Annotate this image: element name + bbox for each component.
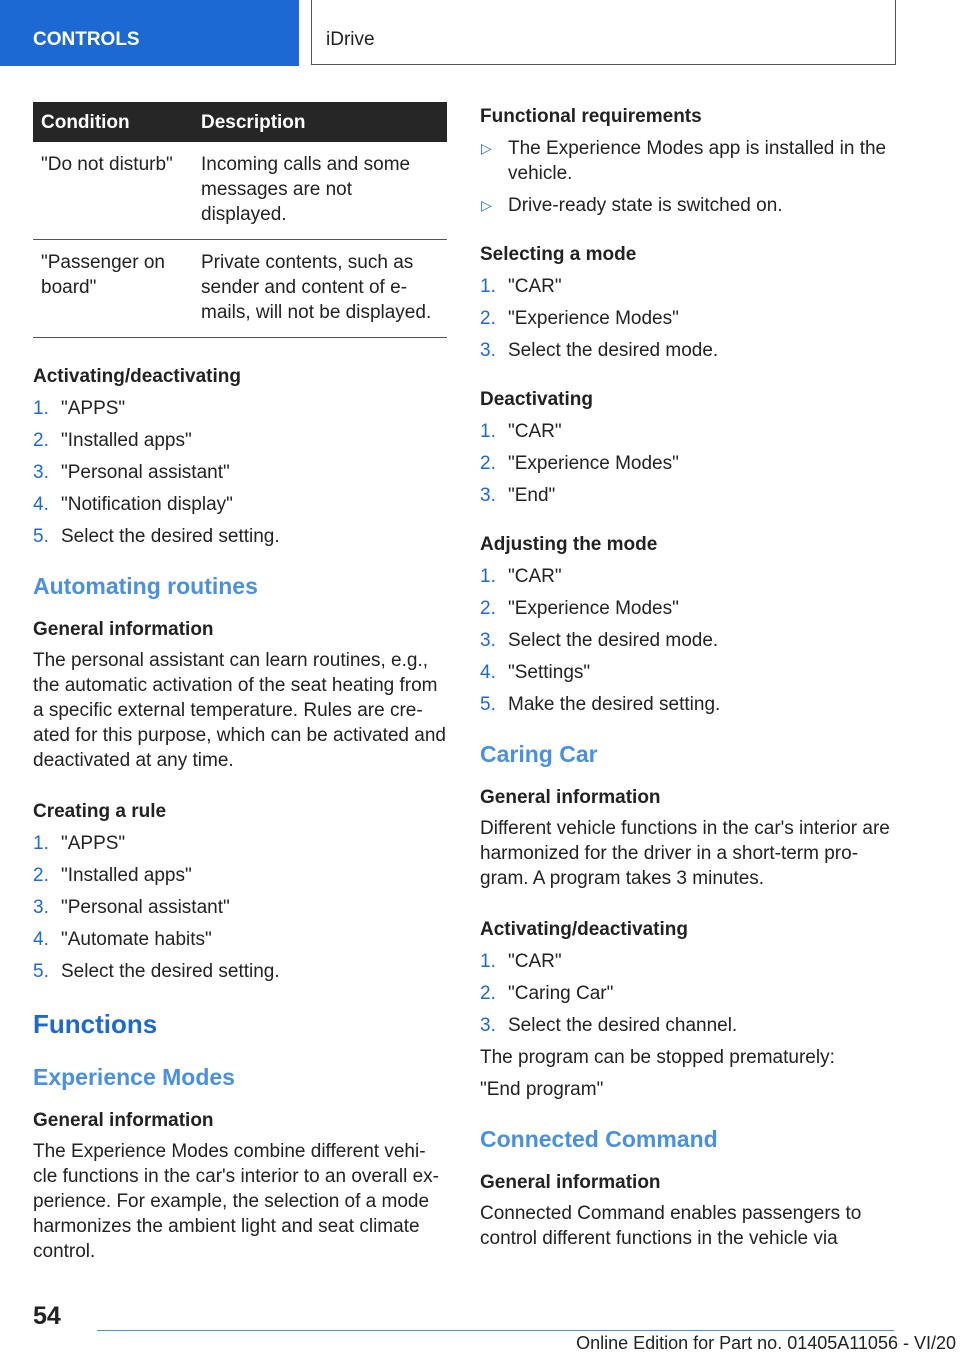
list-item: 4. "Settings" (480, 662, 591, 683)
creating-rule-steps (33, 831, 447, 984)
connected-general-text: Connected Command enables passengers to control different functions in the vehicle via (480, 1203, 862, 1249)
list-item: 2. "Experience Modes" (480, 308, 679, 329)
creating-rule-heading: Creating a rule (33, 801, 167, 822)
list-item: 2. "Experience Modes" (480, 598, 679, 619)
conditions-table (33, 102, 447, 338)
routines-general-text: The personal assistant can learn routines, e.g., the automatic activation of the seat heating from a specific external temperature. Rules are cre-ated for this purpose, which can be activated and deactivated at any time. (33, 650, 446, 771)
list-item: 4. "Notification display" (33, 494, 233, 515)
section-tab: CONTROLS (0, 0, 299, 66)
list-item: 3. "End" (480, 485, 556, 506)
requirements-heading: Functional requirements (480, 106, 702, 127)
deactivating-heading: Deactivating (480, 389, 593, 410)
footer-edition: Online Edition for Part no. 01405A11056 - VI/20 (576, 1333, 956, 1353)
adjusting-mode-heading: Adjusting the mode (480, 534, 658, 555)
table-row (33, 240, 447, 338)
list-item: ▷ Drive-ready state is switched on. (481, 195, 783, 216)
deactivating-steps (480, 419, 896, 508)
list-item: 1. "APPS" (33, 833, 126, 854)
triangle-bullet-icon: ▷ (481, 140, 492, 156)
list-item: 2. "Installed apps" (33, 865, 192, 886)
selecting-mode-heading: Selecting a mode (480, 244, 637, 265)
list-item: 5. Select the desired setting. (33, 526, 280, 547)
footer-divider (97, 1330, 894, 1331)
table-header-condition: Condition (33, 102, 193, 142)
caring-steps (480, 949, 896, 1038)
adjusting-mode-steps (480, 564, 896, 717)
experience-general-text: The Experience Modes combine different vehi-cle functions in the car's interior to an overall ex-perience. For example, the selection of a mode harmonizes the ambient light and seat climate control. (33, 1141, 439, 1262)
list-item: 2. "Experience Modes" (480, 453, 679, 474)
list-item: 5. Select the desired setting. (33, 961, 280, 982)
list-item: 3. Select the desired mode. (480, 630, 719, 651)
table-cell-condition: "Do not disturb" (33, 142, 193, 240)
caring-general-heading: General information (480, 787, 661, 808)
list-item: 1. "CAR" (480, 566, 562, 587)
connected-general-heading: General information (480, 1172, 661, 1193)
list-item: 1. "CAR" (480, 421, 562, 442)
list-item: 2. "Installed apps" (33, 430, 192, 451)
table-cell-description: Private contents, such as sender and content of e-mails, will not be displayed. (193, 240, 447, 338)
list-item: 4. "Automate habits" (33, 929, 212, 950)
table-cell-description: Incoming calls and some messages are not displayed. (193, 142, 447, 240)
routines-title: Automating routines (33, 573, 258, 599)
routines-general-heading: General information (33, 619, 214, 640)
chapter-title: iDrive (311, 0, 896, 65)
table-cell-condition: "Passenger on board" (33, 240, 193, 338)
list-item: 3. Select the desired mode. (480, 340, 719, 361)
caring-end-program-text: "End program" (480, 1079, 604, 1100)
list-item: 3. "Personal assistant" (33, 462, 230, 483)
connected-command-title: Connected Command (480, 1126, 718, 1152)
caring-car-title: Caring Car (480, 741, 598, 767)
table-row (33, 142, 447, 240)
left-column (33, 102, 447, 1264)
requirements-list (480, 136, 896, 218)
activating-steps (33, 396, 447, 549)
list-item: 2. "Caring Car" (480, 983, 614, 1004)
list-item: 3. "Personal assistant" (33, 897, 230, 918)
experience-modes-title: Experience Modes (33, 1064, 235, 1090)
list-item: 1. "CAR" (480, 951, 562, 972)
triangle-bullet-icon: ▷ (481, 197, 492, 213)
selecting-mode-steps (480, 274, 896, 363)
list-item: ▷ The Experience Modes app is installed in the vehicle. (481, 138, 887, 184)
right-column (480, 104, 896, 1251)
caring-general-text: Different vehicle functions in the car's interior are harmonized for the driver in a short-term pro-gram. A program takes 3 minutes. (480, 818, 890, 889)
caring-activating-heading: Activating/deactivating (480, 919, 688, 940)
list-item: 5. Make the desired setting. (480, 694, 721, 715)
list-item: 3. Select the desired channel. (480, 1015, 738, 1036)
caring-stop-text: The program can be stopped prematurely: (480, 1047, 835, 1068)
table-header-description: Description (193, 102, 447, 142)
list-item: 1. "APPS" (33, 398, 126, 419)
page-number: 54 (33, 1302, 61, 1330)
activating-heading: Activating/deactivating (33, 366, 241, 387)
list-item: 1. "CAR" (480, 276, 562, 297)
experience-general-heading: General information (33, 1110, 214, 1131)
functions-title: Functions (33, 1009, 158, 1039)
